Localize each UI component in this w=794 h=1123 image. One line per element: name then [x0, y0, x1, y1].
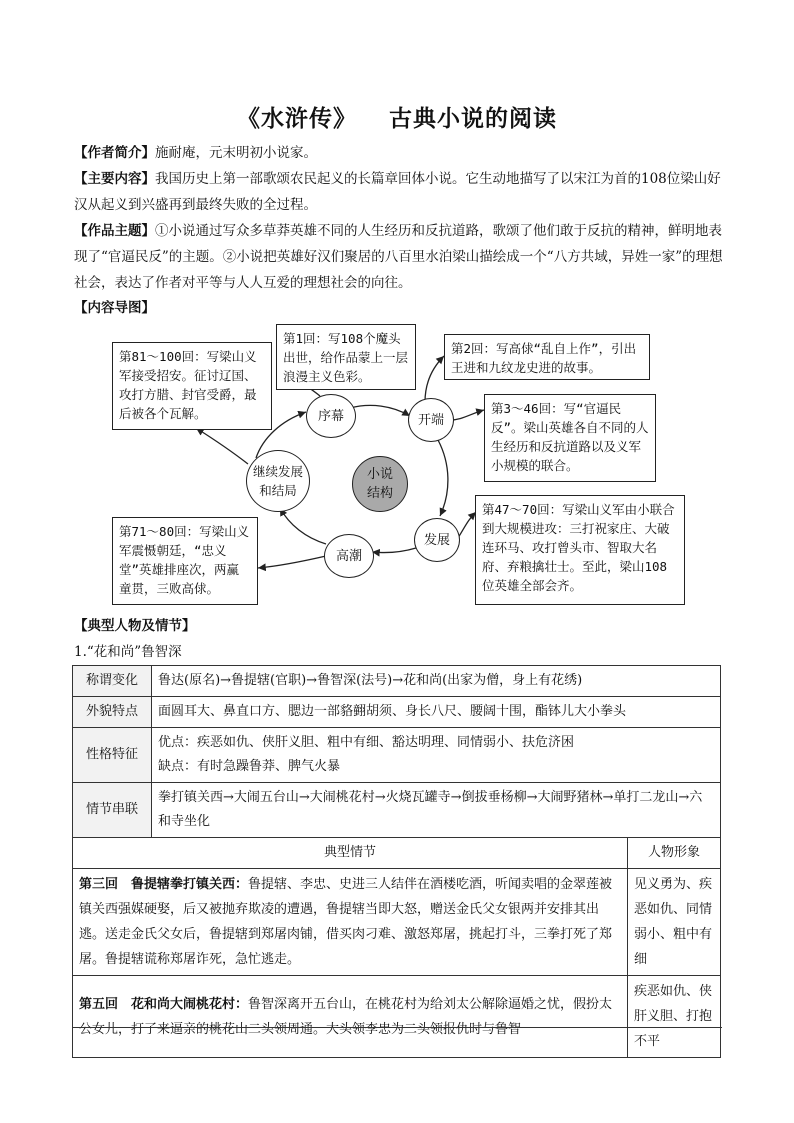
box-chapter-81-100: 第81～100回：写梁山义军接受招安。征讨辽国、攻打方腊、封官受爵，最后被各个瓦解。 — [112, 342, 272, 430]
flaws-text: 缺点：有时急躁鲁莽、脾气火暴 — [158, 759, 341, 774]
header-plot: 典型情节 — [73, 838, 628, 869]
episode-image: 见义勇为、疾恶如仇、同情弱小、粗中有细 — [628, 869, 721, 976]
theme-label: 【作品主题】 — [74, 223, 155, 239]
row-value: 鲁达(原名)→鲁提辖(官职)→鲁智深(法号)→花和尚(出家为僧，身上有花绣) — [152, 666, 721, 697]
episode-cell — [73, 869, 628, 976]
title-right: 古典小说的阅读 — [389, 105, 557, 132]
row-key: 情节串联 — [73, 783, 152, 838]
episode-title: 第三回 鲁提辖拳打镇关西： — [79, 877, 249, 892]
node-prologue: 序幕 — [306, 394, 356, 438]
character-1-heading: 1.“花和尚”鲁智深 — [74, 644, 182, 660]
characters-label: 【典型人物及情节】 — [74, 618, 196, 634]
episode-cell — [73, 976, 628, 1058]
node-beginning: 开端 — [408, 398, 454, 442]
row-key: 性格特征 — [73, 728, 152, 783]
content-label: 【主要内容】 — [74, 171, 155, 187]
node-center-structure: 小说 结构 — [352, 456, 408, 512]
episode-image: 疾恶如仇、侠肝义胆、打抱不平 — [628, 976, 721, 1058]
table-row — [73, 697, 721, 728]
episode-title: 第五回 花和尚大闹桃花村： — [79, 996, 249, 1012]
title-left: 《水浒传》 — [237, 105, 357, 132]
row-value — [152, 728, 721, 783]
theme-text: ①小说通过写众多草莽英雄不同的人生经历和反抗道路，歌颂了他们敢于反抗的精神，鲜明地表现了“官逼民反”的主题。②小说把英雄好汉们聚居的八百里水泊梁山描绘成一个“八方共域，异姓一家”的理想社会，表达了作者对平等与人人互爱的理想社会的向往。 — [74, 223, 723, 291]
character-table — [72, 665, 721, 1058]
node-development: 发展 — [414, 518, 460, 562]
author-label: 【作者简介】 — [74, 145, 155, 161]
episode-text: 鲁提辖、李忠、史进三人结伴在酒楼吃酒，听闻卖唱的金翠莲被镇关西强媒硬娶，后又被抛弃欺凌的遭遇，鲁提辖当即大怒，赠送金氏父女银两并安排其出逃。送走金氏父女后，鲁提辖到郑屠肉铺，借买肉刁难、激怒郑屠，挑起打斗，三拳打死了郑屠。鲁提辖谎称郑屠诈死，急忙逃走。 — [79, 877, 613, 967]
box-chapter-2: 第2回：写高俅“乱自上作”，引出王进和九纹龙史进的故事。 — [444, 334, 650, 380]
table-row — [73, 728, 721, 783]
author-text: 施耐庵，元末明初小说家。 — [155, 145, 317, 161]
box-chapter-47-70: 第47～70回：写梁山义军由小联合到大规模进攻：三打祝家庄、大破连环马、攻打曾头市、智取大名府、弃粮擒壮士。至此，梁山108位英雄全部会齐。 — [475, 495, 685, 605]
box-chapter-3-46: 第3～46回：写“官逼民反”。梁山英雄各自不同的人生经历和反抗道路以及义军小规模的联合。 — [484, 394, 656, 482]
table-row — [73, 869, 721, 976]
table-header-row — [73, 838, 721, 869]
table-row — [73, 976, 721, 1058]
row-value: 面圆耳大、鼻直口方、腮边一部貉𦒍胡须、身长八尺、腰阔十围，酯钵儿大小拳头 — [152, 697, 721, 728]
row-key: 外貌特点 — [73, 697, 152, 728]
table-row — [73, 783, 721, 838]
box-chapter-1: 第1回：写108个魔头出世，给作品蒙上一层浪漫主义色彩。 — [276, 324, 416, 390]
table-row — [73, 666, 721, 697]
row-value: 拳打镇关西→大闹五台山→大闹桃花村→火烧瓦罐寺→倒拔垂杨柳→大闹野猪林→单打二龙山→六和寺坐化 — [152, 783, 721, 838]
box-chapter-71-80: 第71～80回：写梁山义军震慑朝廷，“忠义堂”英雄排座次，两赢童贯，三败高俅。 — [112, 517, 258, 605]
node-ending: 继续发展 和结局 — [246, 450, 310, 512]
row-key: 称谓变化 — [73, 666, 152, 697]
header-image: 人物形象 — [628, 838, 721, 869]
merits-text: 优点：疾恶如仇、侠肝义胆、粗中有细、豁达明理、同情弱小、扶危济困 — [158, 735, 575, 750]
footer-divider — [72, 1027, 722, 1028]
content-text: 我国历史上第一部歌颂农民起义的长篇章回体小说。它生动地描写了以宋江为首的108位梁山好汉从起义到兴盛再到最终失败的全过程。 — [74, 171, 721, 213]
mindmap-label: 【内容导图】 — [74, 300, 155, 316]
node-climax: 高潮 — [324, 534, 374, 578]
episode-text: 鲁智深离开五台山，在桃花村为给刘太公解除逼婚之忧，假扮太公女儿，打了来逼亲的桃花山二头领周通。大头领李忠为二头领报仇时与鲁智 — [79, 996, 613, 1037]
